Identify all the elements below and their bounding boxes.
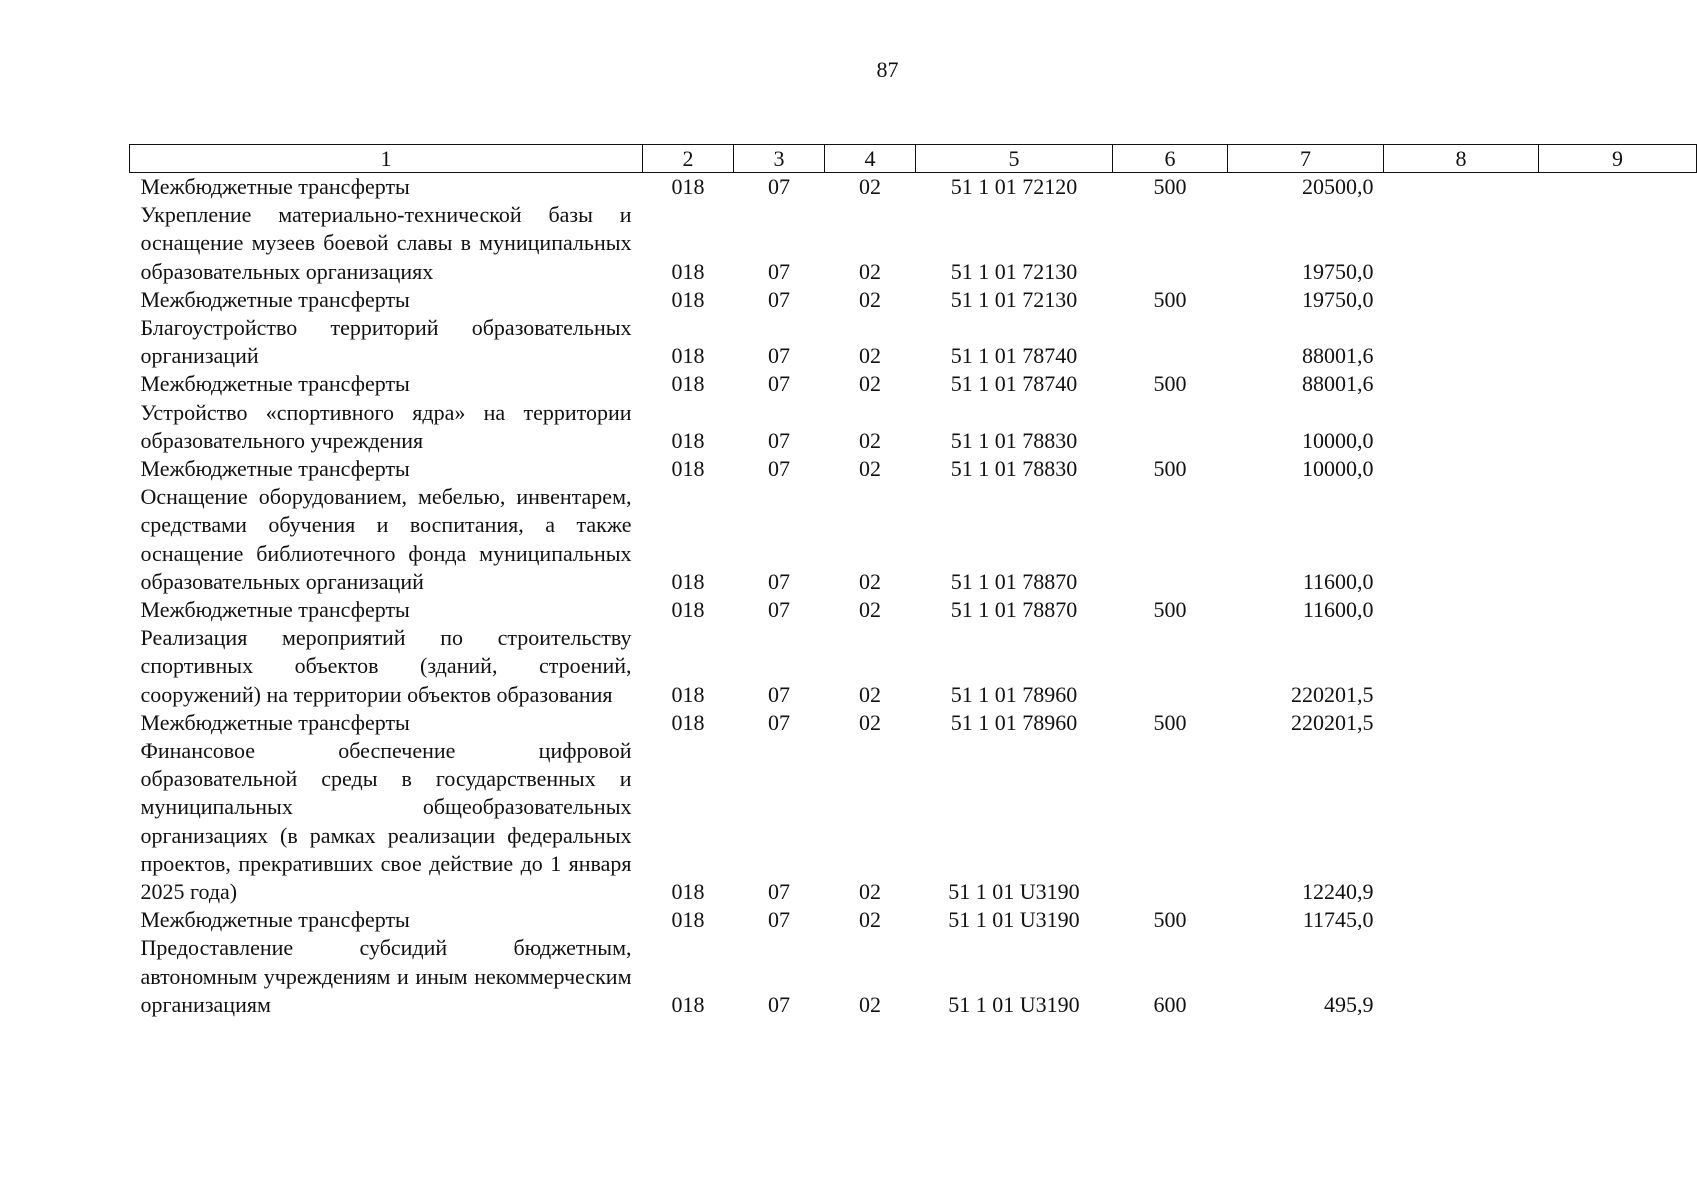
col9-cell — [1539, 370, 1697, 398]
subsection-cell: 02 — [859, 681, 881, 707]
code-cell: 018 — [671, 568, 705, 594]
target-article-cell: 51 1 01 U3190 — [948, 879, 1080, 905]
subsection-cell: 02 — [859, 597, 881, 623]
subsection-cell: 02 — [859, 286, 881, 312]
table-row — [130, 455, 1697, 483]
col8-cell — [1384, 483, 1539, 596]
code-cell: 018 — [671, 879, 705, 905]
table-body — [130, 173, 1697, 1020]
col9-cell — [1539, 737, 1697, 906]
target-article-cell: 51 1 01 78830 — [950, 456, 1078, 482]
target-article-cell: 51 1 01 78870 — [950, 568, 1078, 594]
subsection-cell: 02 — [859, 427, 881, 453]
col8-cell — [1384, 370, 1539, 398]
col9-cell — [1539, 399, 1697, 455]
col9-cell — [1539, 201, 1697, 286]
expense-type-cell: 500 — [1153, 597, 1187, 623]
amount-cell: 10000,0 — [1302, 427, 1374, 453]
table-row — [130, 286, 1697, 314]
expense-type-cell: 500 — [1153, 709, 1187, 735]
code-cell: 018 — [671, 991, 705, 1017]
amount-cell: 11745,0 — [1302, 907, 1374, 933]
table-row — [130, 314, 1697, 370]
code-cell: 018 — [671, 427, 705, 453]
header-cell: 3 — [734, 145, 825, 173]
code-cell: 018 — [671, 258, 705, 284]
col9-cell — [1539, 455, 1697, 483]
col8-cell — [1384, 906, 1539, 934]
subsection-cell: 02 — [859, 174, 881, 199]
name-cell: Финансовое обеспечение цифровой образовательной среды в государственных и муниципальных общеобразовательных организациях (в рамках реализации федеральных проектов, прекративших свое действие до 1 января 2025 года) — [140, 738, 632, 905]
header-cell: 1 — [130, 145, 643, 173]
col9-cell — [1539, 709, 1697, 737]
name-cell: Благоустройство территорий образовательных организаций — [140, 315, 632, 369]
name-cell: Реализация мероприятий по строительству спортивных объектов (зданий, строений, сооружений) на территории объектов образования — [140, 625, 632, 707]
amount-cell: 20500,0 — [1302, 174, 1374, 199]
section-cell: 07 — [768, 258, 790, 284]
section-cell: 07 — [768, 427, 790, 453]
expense-type-cell — [1113, 201, 1228, 286]
name-cell: Межбюджетные трансферты — [140, 907, 410, 933]
table-row — [130, 370, 1697, 398]
subsection-cell: 02 — [859, 709, 881, 735]
col8-cell — [1384, 737, 1539, 906]
target-article-cell: 51 1 01 72130 — [950, 258, 1078, 284]
amount-cell: 19750,0 — [1302, 258, 1374, 284]
code-cell: 018 — [671, 286, 705, 312]
expense-type-cell: 500 — [1153, 174, 1187, 199]
expense-type-cell: 600 — [1153, 991, 1187, 1017]
subsection-cell: 02 — [859, 456, 881, 482]
subsection-cell: 02 — [859, 568, 881, 594]
table-row — [130, 624, 1697, 709]
name-cell: Межбюджетные трансферты — [140, 286, 410, 312]
target-article-cell: 51 1 01 72120 — [950, 174, 1078, 199]
subsection-cell: 02 — [859, 343, 881, 369]
header-cell: 4 — [825, 145, 916, 173]
target-article-cell: 51 1 01 78960 — [950, 681, 1078, 707]
expense-type-cell: 500 — [1153, 286, 1187, 312]
col8-cell — [1384, 201, 1539, 286]
section-cell: 07 — [768, 991, 790, 1017]
table-row — [130, 906, 1697, 934]
section-cell: 07 — [768, 879, 790, 905]
amount-cell: 11600,0 — [1302, 568, 1374, 594]
col9-cell — [1539, 314, 1697, 370]
subsection-cell: 02 — [859, 991, 881, 1017]
amount-cell: 88001,6 — [1302, 343, 1374, 369]
amount-cell: 11600,0 — [1302, 597, 1374, 623]
target-article-cell: 51 1 01 78830 — [950, 427, 1078, 453]
table-row — [130, 399, 1697, 455]
table-row — [130, 173, 1697, 202]
page-number: 87 — [876, 57, 899, 82]
code-cell: 018 — [671, 371, 705, 397]
amount-cell: 19750,0 — [1302, 286, 1374, 312]
subsection-cell: 02 — [859, 258, 881, 284]
amount-cell: 12240,9 — [1302, 879, 1374, 905]
code-cell: 018 — [671, 597, 705, 623]
expense-type-cell: 500 — [1153, 456, 1187, 482]
expense-type-cell: 500 — [1153, 371, 1187, 397]
expense-type-cell: 500 — [1153, 907, 1187, 933]
section-cell: 07 — [768, 681, 790, 707]
name-cell: Оснащение оборудованием, мебелью, инвентарем, средствами обучения и воспитания, а также оснащение библиотечного фонда муниципальных образовательных организаций — [140, 484, 632, 594]
name-cell: Межбюджетные трансферты — [140, 597, 410, 623]
section-cell: 07 — [768, 907, 790, 933]
table-row — [130, 934, 1697, 1019]
header-cell: 8 — [1384, 145, 1539, 173]
amount-cell: 220201,5 — [1291, 681, 1374, 707]
target-article-cell: 51 1 01 U3190 — [948, 991, 1080, 1017]
col9-cell — [1539, 286, 1697, 314]
col9-cell — [1539, 596, 1697, 624]
target-article-cell: 51 1 01 72130 — [950, 286, 1078, 312]
col8-cell — [1384, 286, 1539, 314]
header-cell: 7 — [1228, 145, 1384, 173]
name-cell: Предоставление субсидий бюджетным, автономным учреждениям и иным некоммерческим организациям — [140, 935, 632, 1017]
code-cell: 018 — [671, 174, 705, 199]
expense-type-cell — [1113, 483, 1228, 596]
header-row — [130, 145, 1697, 173]
code-cell: 018 — [671, 907, 705, 933]
section-cell: 07 — [768, 174, 790, 199]
expense-type-cell — [1113, 399, 1228, 455]
name-cell: Межбюджетные трансферты — [140, 709, 410, 735]
code-cell: 018 — [671, 343, 705, 369]
subsection-cell: 02 — [859, 879, 881, 905]
name-cell: Межбюджетные трансферты — [140, 174, 410, 199]
expense-type-cell — [1113, 624, 1228, 709]
amount-cell: 220201,5 — [1291, 709, 1374, 735]
col8-cell — [1384, 173, 1539, 202]
col8-cell — [1384, 934, 1539, 1019]
col8-cell — [1384, 314, 1539, 370]
section-cell: 07 — [768, 568, 790, 594]
section-cell: 07 — [768, 286, 790, 312]
header-cell: 9 — [1539, 145, 1697, 173]
expense-type-cell — [1113, 737, 1228, 906]
subsection-cell: 02 — [859, 371, 881, 397]
table-row — [130, 709, 1697, 737]
name-cell: Межбюджетные трансферты — [140, 456, 410, 482]
header-cell: 6 — [1113, 145, 1228, 173]
name-cell: Межбюджетные трансферты — [140, 371, 410, 397]
target-article-cell: 51 1 01 78740 — [950, 343, 1078, 369]
code-cell: 018 — [671, 456, 705, 482]
col8-cell — [1384, 596, 1539, 624]
header-cell: 5 — [916, 145, 1113, 173]
target-article-cell: 51 1 01 78740 — [950, 371, 1078, 397]
col9-cell — [1539, 906, 1697, 934]
subsection-cell: 02 — [859, 907, 881, 933]
section-cell: 07 — [768, 371, 790, 397]
section-cell: 07 — [768, 597, 790, 623]
target-article-cell: 51 1 01 U3190 — [948, 907, 1080, 933]
section-cell: 07 — [768, 456, 790, 482]
section-cell: 07 — [768, 709, 790, 735]
code-cell: 018 — [671, 681, 705, 707]
col8-cell — [1384, 455, 1539, 483]
section-cell: 07 — [768, 343, 790, 369]
header-cell: 2 — [643, 145, 734, 173]
target-article-cell: 51 1 01 78960 — [950, 709, 1078, 735]
code-cell: 018 — [671, 709, 705, 735]
col8-cell — [1384, 624, 1539, 709]
name-cell: Укрепление материально-технической базы и оснащение музеев боевой славы в муниципальных образовательных организациях — [140, 202, 632, 284]
expense-type-cell — [1113, 314, 1228, 370]
col9-cell — [1539, 173, 1697, 202]
budget-table — [129, 144, 1697, 1019]
target-article-cell: 51 1 01 78870 — [950, 597, 1078, 623]
col9-cell — [1539, 934, 1697, 1019]
amount-cell: 88001,6 — [1302, 371, 1374, 397]
amount-cell: 10000,0 — [1302, 456, 1374, 482]
table-row — [130, 737, 1697, 906]
col8-cell — [1384, 709, 1539, 737]
table-row — [130, 596, 1697, 624]
table-row — [130, 201, 1697, 286]
col9-cell — [1539, 483, 1697, 596]
col9-cell — [1539, 624, 1697, 709]
table-row — [130, 483, 1697, 596]
col8-cell — [1384, 399, 1539, 455]
amount-cell: 495,9 — [1324, 991, 1374, 1017]
name-cell: Устройство «спортивного ядра» на территории образовательного учреждения — [140, 399, 632, 453]
